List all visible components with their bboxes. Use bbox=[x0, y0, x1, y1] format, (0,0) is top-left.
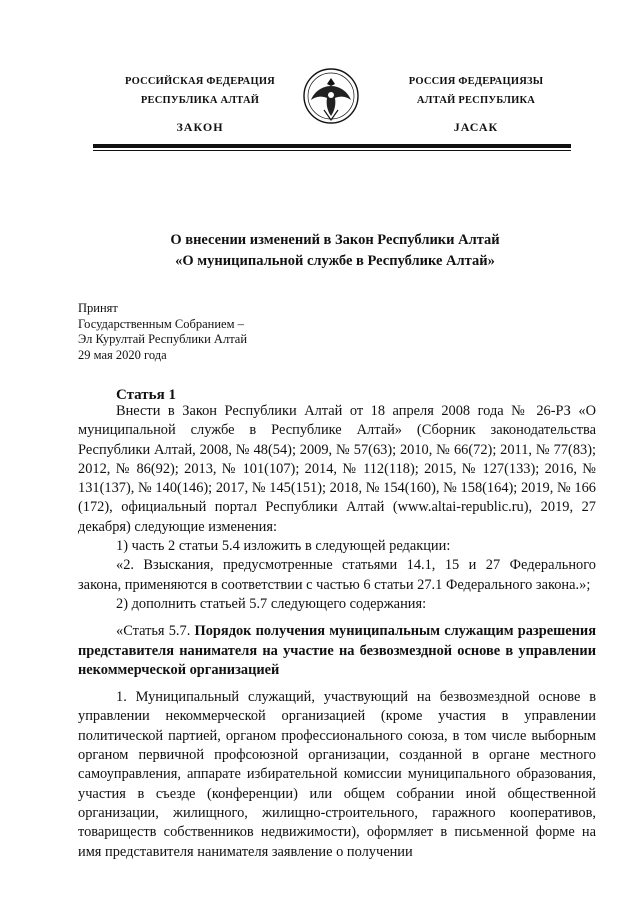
adoption-block bbox=[78, 301, 247, 363]
header-republic-ru: РЕСПУБЛИКА АЛТАЙ bbox=[140, 95, 260, 106]
law-title-line2: «О муниципальной службе в Республике Алтай» bbox=[175, 253, 495, 269]
law-title bbox=[80, 230, 590, 272]
paragraph-item-2: 2) дополнить статьей 5.7 следующего содержания: bbox=[116, 595, 427, 612]
paragraph-item-1: 1) часть 2 статьи 5.4 изложить в следующей редакции: bbox=[116, 538, 451, 555]
header-republic-alt: АЛТАЙ РЕСПУБЛИКА bbox=[416, 95, 536, 106]
header-law-alt: ЈАСАК bbox=[453, 120, 499, 134]
article-body bbox=[78, 402, 596, 862]
adoption-line3: Эл Курултай Республики Алтай bbox=[78, 332, 248, 346]
paragraph-new-part-2: «2. Взыскания, предусмотренные статьями 14.1, 15 и 27 Федерального закона, применяются в соответствии с частью 6 статьи 27.1 Федерального закона.»; bbox=[78, 557, 596, 593]
paragraph-article-5-7-heading bbox=[78, 622, 596, 680]
adoption-date: 29 мая 2020 года bbox=[78, 347, 167, 362]
adoption-line2: Государственным Собранием – bbox=[78, 316, 244, 331]
adoption-line1: Принят bbox=[78, 301, 118, 315]
article-5-7-title: Порядок получения муниципальным служащим разрешения представителя нанимателя на участие на безвозмездной основе в управлении некоммерческой организацией bbox=[78, 623, 596, 678]
article-heading: Статья 1 bbox=[116, 387, 176, 403]
altai-republic-coat-of-arms-icon bbox=[302, 64, 360, 130]
header-country-alt: РОССИЯ ФЕДЕРАЦИЯЗЫ bbox=[408, 76, 544, 87]
article-5-7-number: «Статья 5.7. bbox=[116, 623, 191, 640]
law-title-line1: О внесении изменений в Закон Республики Алтай bbox=[170, 232, 500, 248]
header-rule-thick bbox=[93, 144, 571, 148]
paragraph-amendments-intro: Внести в Закон Республики Алтай от 18 апреля 2008 года № 26-РЗ «О муниципальной службе в Республике Алтай» (Сборник законодательства Республики Алтай, 2008, № 48(54); 2009, № 57(63); 2010, № 66(72); 2011, № 77(83); 2012, № 86(92); 2013, № 101(107); 2014, № 112(118); 2015, № 127(133); 2016, № 131(137), № 140(146); 2017, № 145(151); 2018, № 154(160), № 158(164); 2019, № 166 (172), официальный портал Республики Алтай (www.altai-republic.ru), 2019, 27 декабря) следующие изменения: bbox=[78, 403, 596, 535]
header-rule-thin bbox=[93, 150, 571, 151]
paragraph-article-5-7-part-1: 1. Муниципальный служащий, участвующий на безвозмездной основе в управлении некоммерческой организацией (кроме участия в управлении политической партией, органом профессионального союза, в том числе выборным органом первичной профсоюзной организации, созданной в органе местного самоуправления, аппарате избирательной комиссии муниципального образования, участия в съезде (конференции) или общем собрании иной общественной организации, жилищного, жилищно-строительного, гаражного кооперативов, товариществ собственников недвижимости), оформляет в письменной форме на имя представителя нанимателя заявление о получении bbox=[78, 689, 596, 860]
header-country-ru: РОССИЙСКАЯ ФЕДЕРАЦИЯ bbox=[125, 76, 275, 87]
header-law-ru: ЗАКОН bbox=[176, 120, 224, 134]
